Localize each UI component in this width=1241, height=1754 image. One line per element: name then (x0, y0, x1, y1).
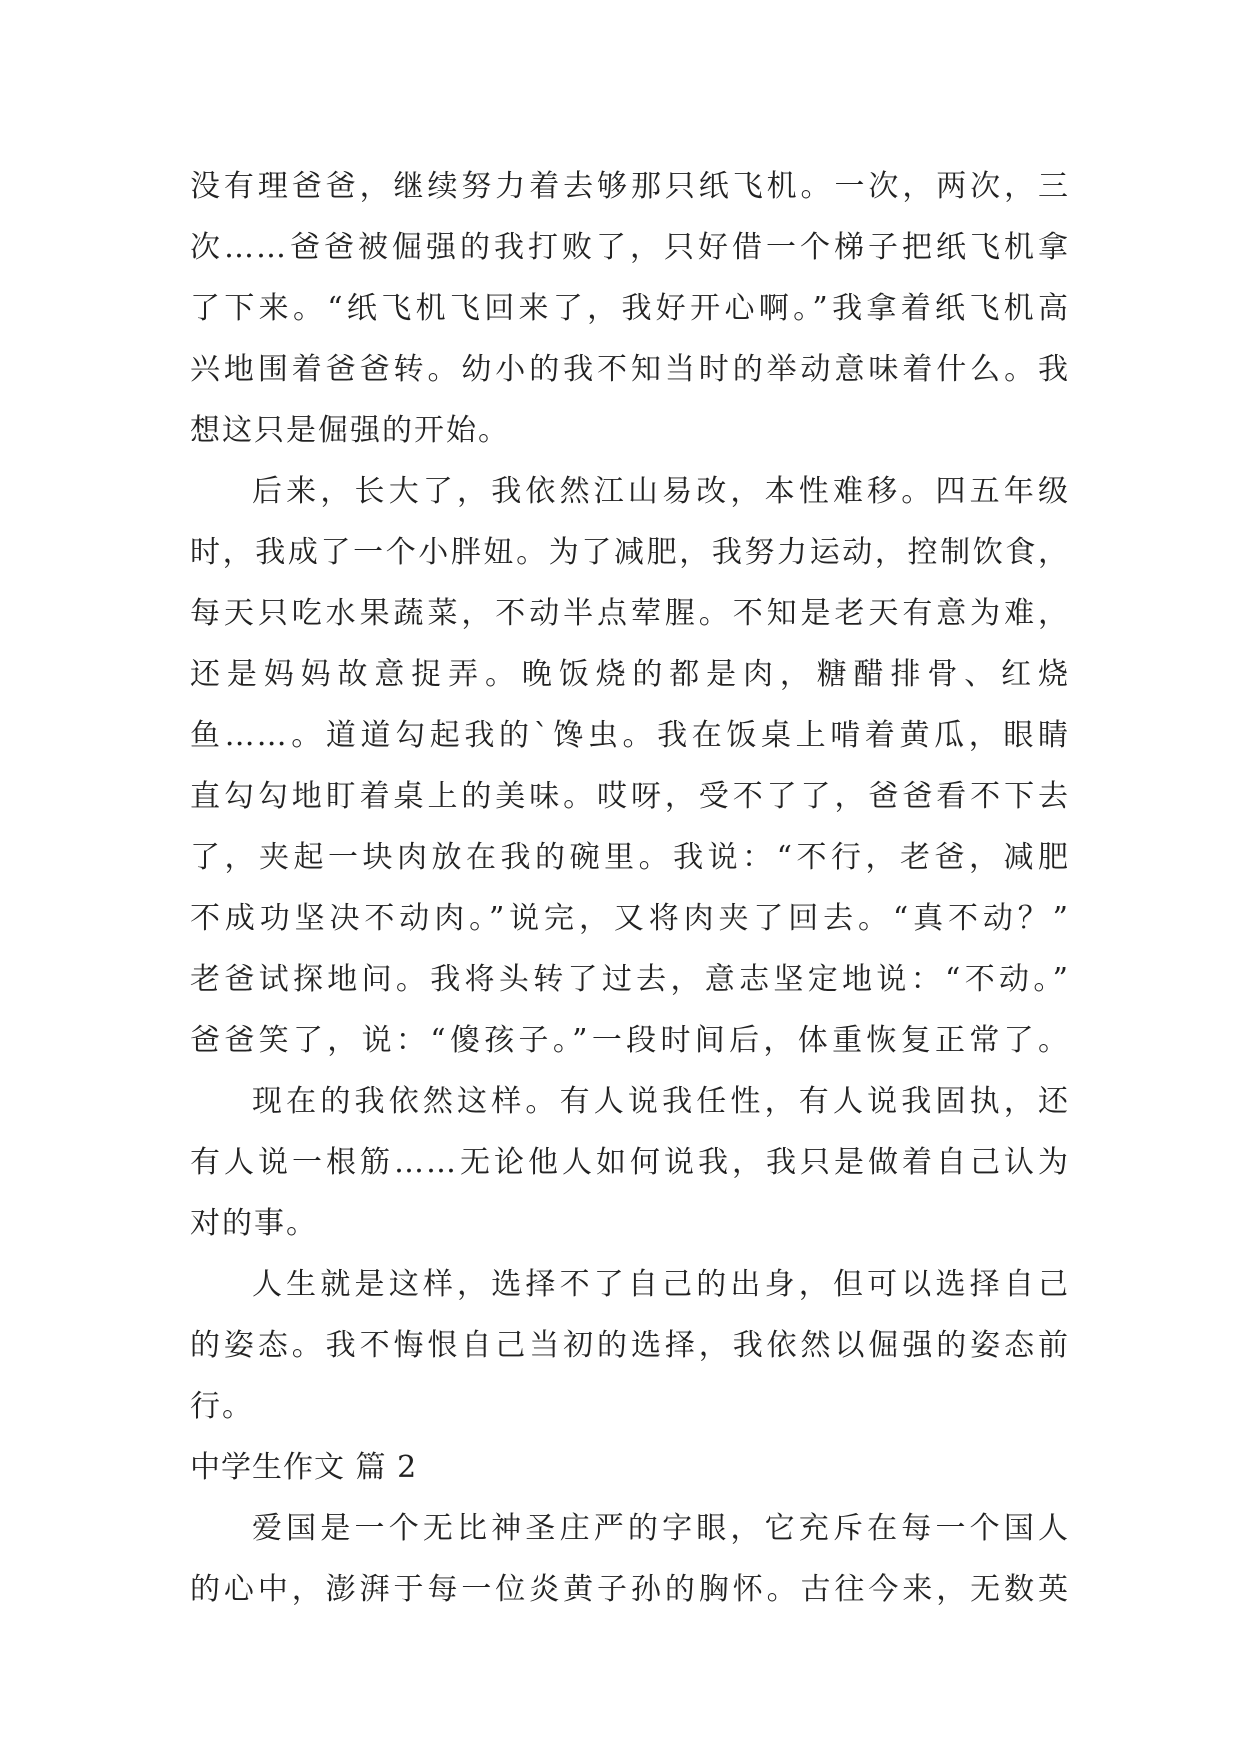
text-line: 兴地围着爸爸转。幼小的我不知当时的举动意味着什么。我 (190, 352, 1070, 387)
text-line: 了，夹起一块肉放在我的碗里。我说：“不行，老爸，减肥 (190, 840, 1070, 875)
text-line: 次……爸爸被倔强的我打败了，只好借一个梯子把纸飞机拿 (190, 230, 1070, 265)
paragraph-first-line: 现在的我依然这样。有人说我任性，有人说我固执，还 (252, 1084, 1070, 1119)
text-line: 没有理爸爸，继续努力着去够那只纸飞机。一次，两次，三 (190, 169, 1070, 204)
text-line: 了下来。“纸飞机飞回来了，我好开心啊。”我拿着纸飞机高 (190, 291, 1070, 326)
paragraph-first-line: 人生就是这样，选择不了自己的出身，但可以选择自己 (252, 1267, 1070, 1302)
text-line: 还是妈妈故意捉弄。晚饭烧的都是肉，糖醋排骨、红烧 (190, 657, 1070, 692)
text-line: 的心中，澎湃于每一位炎黄子孙的胸怀。古往今来，无数英 (190, 1572, 1070, 1607)
essay-body (190, 156, 1070, 1620)
text-line: 不成功坚决不动肉。”说完，又将肉夹了回去。“真不动？” (190, 901, 1070, 936)
text-line: 鱼……。道道勾起我的`馋虫。我在饭桌上啃着黄瓜，眼睛 (190, 718, 1070, 753)
text-line: 对的事。 (190, 1206, 318, 1241)
text-line: 有人说一根筋……无论他人如何说我，我只是做着自己认为 (190, 1145, 1070, 1180)
text-line: 老爸试探地问。我将头转了过去，意志坚定地说：“不动。” (190, 962, 1070, 997)
text-line: 时，我成了一个小胖妞。为了减肥，我努力运动，控制饮食， (190, 535, 1070, 570)
text-line: 的姿态。我不悔恨自己当初的选择，我依然以倔强的姿态前 (190, 1328, 1070, 1363)
text-line: 行。 (190, 1389, 254, 1424)
paragraph-first-line: 爱国是一个无比神圣庄严的字眼，它充斥在每一个国人 (252, 1511, 1070, 1546)
text-line: 直勾勾地盯着桌上的美味。哎呀，受不了了，爸爸看不下去 (190, 779, 1070, 814)
section-heading: 中学生作文 篇 2 (190, 1450, 418, 1485)
text-line: 爸爸笑了，说：“傻孩子。”一段时间后，体重恢复正常了。 (190, 1023, 1070, 1058)
text-line: 想这只是倔强的开始。 (190, 413, 510, 448)
text-line: 每天只吃水果蔬菜，不动半点荤腥。不知是老天有意为难， (190, 596, 1070, 631)
paragraph-first-line: 后来，长大了，我依然江山易改，本性难移。四五年级 (252, 474, 1070, 509)
